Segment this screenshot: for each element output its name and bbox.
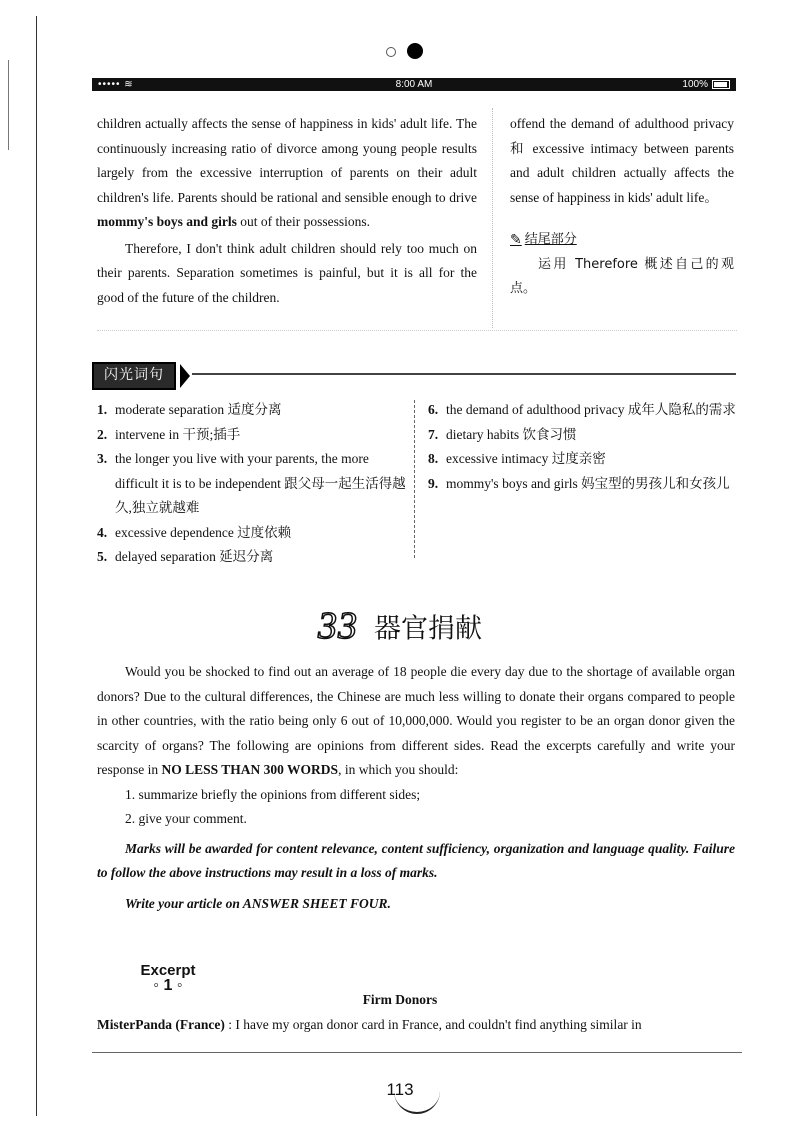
vocab-item: 2. intervene in 干预;插手 [97, 426, 241, 442]
marking-note: Marks will be awarded for content relevance, content sufficiency, organization and language quality. Failure to follow the above instructions may result in a loss of marks. [97, 840, 735, 880]
prompt-task: 1. summarize briefly the opinions from different sides; [125, 786, 421, 802]
vocab-item: 5. delayed separation 延迟分离 [97, 549, 274, 564]
footer-rule [92, 1052, 742, 1053]
flash-phrases-header [92, 362, 742, 388]
vocab-item: 6. the demand of adulthood privacy 成年人隐私的需求 [428, 402, 736, 417]
page-number-ornament [394, 1086, 440, 1114]
camera-icon [407, 43, 423, 59]
battery-icon [712, 80, 730, 89]
essay-paragraph: children actually affects the sense of happiness in kids' adult life. The continuously increasing ratio of divorce among young people results largely from the excessive interruption of parents on their adult children's life. Parents should be rational and sensible enough to drive mommy's boys and girls out of their possessions. [97, 116, 477, 229]
vocab-item: 8. excessive intimacy 过度亲密 [428, 451, 606, 466]
essay-notes-column [510, 112, 734, 302]
vocab-item: 7. dietary habits 饮食习惯 [428, 426, 577, 442]
status-time: 8:00 AM [395, 79, 433, 90]
column-divider [492, 108, 493, 328]
battery-indicator [682, 78, 730, 91]
answer-sheet-note: Write your article on ANSWER SHEET FOUR. [125, 895, 391, 911]
arrow-icon [180, 364, 190, 388]
battery-percent: 100% [682, 79, 708, 90]
prompt-intro: Would you be shocked to find out an average of 18 people die every day due to the shortage of available organ donors? Due to the cultural differences, the Chinese are much less willing to donate their organs compared to people in other countries, with the ratio being only 6 out of 10,000,000. Would you register to be an organ donor given the scarcity of organs? The following are opinions from different sides. Read the excerpts carefully and write your response in NO LESS THAN 300 WORDS, in which you should: [97, 664, 735, 777]
excerpt-badge [136, 962, 200, 995]
speaker-name: MisterPanda (France) [97, 1017, 225, 1032]
vocab-divider [414, 400, 415, 558]
vocab-item: 1. moderate separation 适度分离 [97, 402, 282, 417]
status-bar [92, 78, 736, 91]
writing-prompt [97, 660, 735, 916]
section-divider [97, 330, 737, 331]
note-text: offend the demand of adulthood privacy 和 excessive intimacy between parents and adult children actually affects the sense of happiness in kids' adult life。 [510, 116, 734, 205]
vocab-item: 4. excessive dependence 过度依赖 [97, 524, 292, 540]
signal-indicator: ••••• ≋ [98, 79, 134, 90]
header-rule [192, 373, 736, 375]
excerpt-label: Excerpt [140, 962, 196, 979]
ending-heading: ✎ 结尾部分 [510, 228, 734, 253]
excerpt-number: ◦ 1 ◦ [153, 977, 183, 994]
excerpt-heading: Firm Donors [362, 992, 438, 1007]
page-number: 113 [386, 1080, 414, 1099]
margin-mark [8, 60, 9, 150]
excerpt-text: MisterPanda (France) : I have my organ donor card in France, and couldn't find anything similar in [97, 1017, 642, 1032]
wifi-icon: ≋ [124, 79, 134, 90]
prompt-task: 2. give your comment. [125, 811, 247, 826]
topic-name: 器官捐献 [374, 613, 482, 645]
vocab-list-right [428, 398, 736, 496]
vocab-item: 3. the longer you live with your parents, the more difficult it is to be independent 跟父母一起生活得越久,独立就越难 [97, 451, 406, 515]
margin-line [36, 16, 37, 1116]
topic-title [0, 604, 800, 648]
topic-number: 33 [318, 605, 358, 647]
camera-sensor-icon [386, 47, 396, 57]
pen-icon: ✎ [510, 232, 522, 248]
vocab-item: 9. mommy's boys and girls 妈宝型的男孩儿和女孩儿 [428, 475, 730, 491]
flash-phrases-label: 闪光词句 [92, 362, 176, 390]
essay-paragraph-conclusion: Therefore, I don't think adult children should rely too much on their parents. Separation sometimes is painful, but it is all for the good of the future of the children. [97, 240, 477, 305]
ending-note: 运用 Therefore 概述自己的观点。 [510, 256, 734, 296]
essay-left-column [97, 112, 477, 310]
vocab-list-left [97, 398, 409, 570]
